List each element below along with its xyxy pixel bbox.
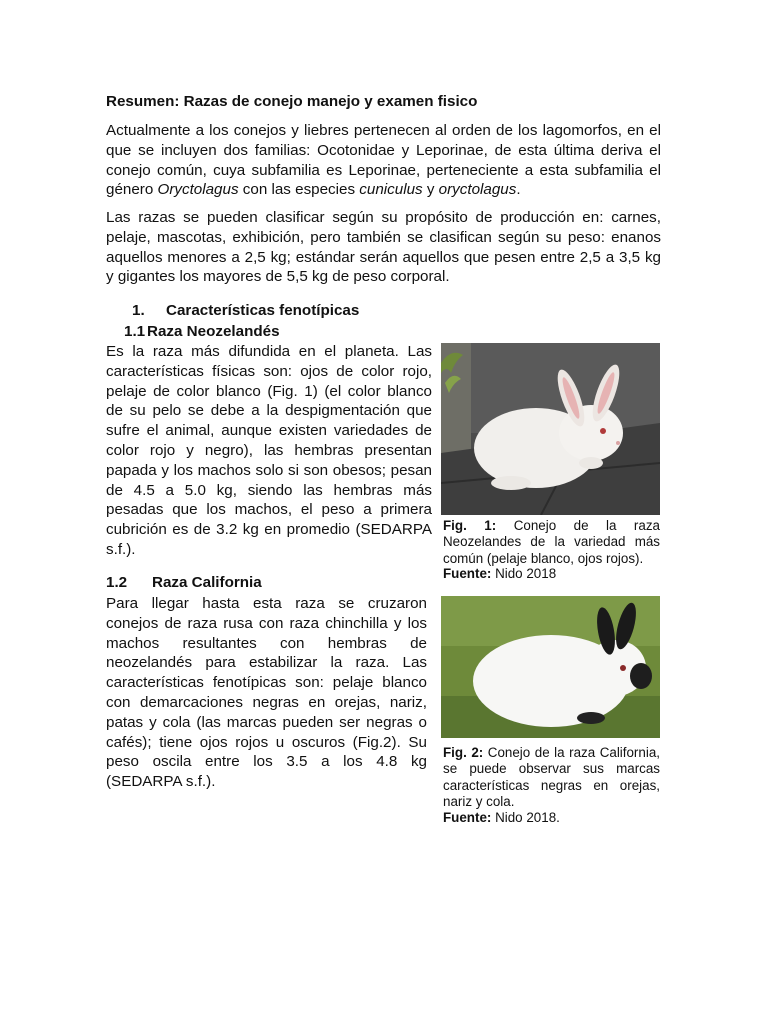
intro-text-c: y [422, 181, 439, 199]
figure-1-caption [443, 518, 660, 567]
intro-paragraph-2: Las razas se pueden clasificar según su propósito de producción en: carnes, pelaje, mascotas, exhibición, pero también se clasifican según su peso: enanos aquellos menores a 2,5 kg; estándar serán aquellos que pesen entre 2,5 a 3,5 kg y gigantes los mayores de 5,5 kg de peso corporal. [106, 209, 661, 286]
figure-2-caption [443, 745, 660, 810]
california-paragraph: Para llegar hasta esta raza se cruzaron conejos de raza rusa con raza chinchilla y los machos resultantes con hembras de neozelandés para estabilizar la raza. Las características fenotípicas son: pelaje blanco con demarcaciones negras en orejas, nariz, patas y cola (las marcas pueden ser negras o cafés); tiene ojos rojos u oscuros (Fig.2). Su peso oscila entre los 3.5 a los 4.8 kg (SEDARPA s.f.). [106, 595, 427, 791]
figure-1-source-label: Fuente: [443, 566, 492, 581]
figure-2-source-label: Fuente: [443, 810, 492, 825]
figure-1-image [441, 343, 660, 515]
intro-text-b: con las especies [238, 181, 360, 199]
subsection-1-1-number: 1.1 [124, 323, 146, 340]
intro-text-d: . [516, 181, 521, 199]
intro-text-a: Actualmente a los conejos y liebres pertenecen al orden de los lagomorfos, en el que se incluyen dos familias: Ocotonidae y Leporinae, de esta última deriva el conejo común, cuya subfamilia es Leporinae, perteneciente a esta subfamilia el género [106, 122, 661, 199]
white-rabbit-photo [441, 343, 660, 515]
page-title: Resumen: Razas de conejo manejo y examen fisico [106, 93, 478, 110]
figure-2-source [443, 810, 660, 826]
species-name-1: cuniculus [359, 181, 423, 199]
genus-name: Oryctolagus [157, 181, 239, 199]
subsection-1-2-title: Raza California [152, 574, 262, 591]
figure-1-source-text: Nido 2018 [495, 566, 557, 581]
figure-2-label: Fig. 2: [443, 745, 484, 760]
figure-2-image [441, 596, 660, 738]
figure-1-label: Fig. 1: [443, 518, 497, 533]
species-name-2: oryctolagus [438, 181, 517, 199]
california-rabbit-photo [441, 596, 660, 738]
figure-2-source-text: Nido 2018. [495, 810, 560, 825]
subsection-1-2-number: 1.2 [106, 574, 128, 591]
section-1-title: Características fenotípicas [166, 302, 360, 319]
intro-paragraph-1 [106, 121, 661, 200]
figure-1-source [443, 566, 660, 582]
section-1-number: 1. [132, 302, 145, 319]
neozelandes-paragraph: Es la raza más difundida en el planeta. Las características físicas son: ojos de color rojo, pelaje de color blanco (Fig. 1) (el color blanco de su pelo se debe a la despigmentación que sufre el animal, aunque existen variedades de color rojo y negro), las hembras presentan papada y los machos solo si son obesos; pesan de 4.5 a 5.0 kg, siendo las hembras más pesadas que los machos, el peso a primera cubrición es de 3.2 kg en promedio (SEDARPA s.f.). [106, 343, 432, 558]
subsection-1-1-title: Raza Neozelandés [147, 323, 280, 340]
figure-1-caption-text: Conejo de la raza Neozelandes de la variedad más común (pelaje blanco, ojos rojos). [443, 518, 660, 566]
figure-2-caption-text: Conejo de la raza California, se puede observar sus marcas características negras en orejas, nariz y cola. [443, 745, 660, 809]
